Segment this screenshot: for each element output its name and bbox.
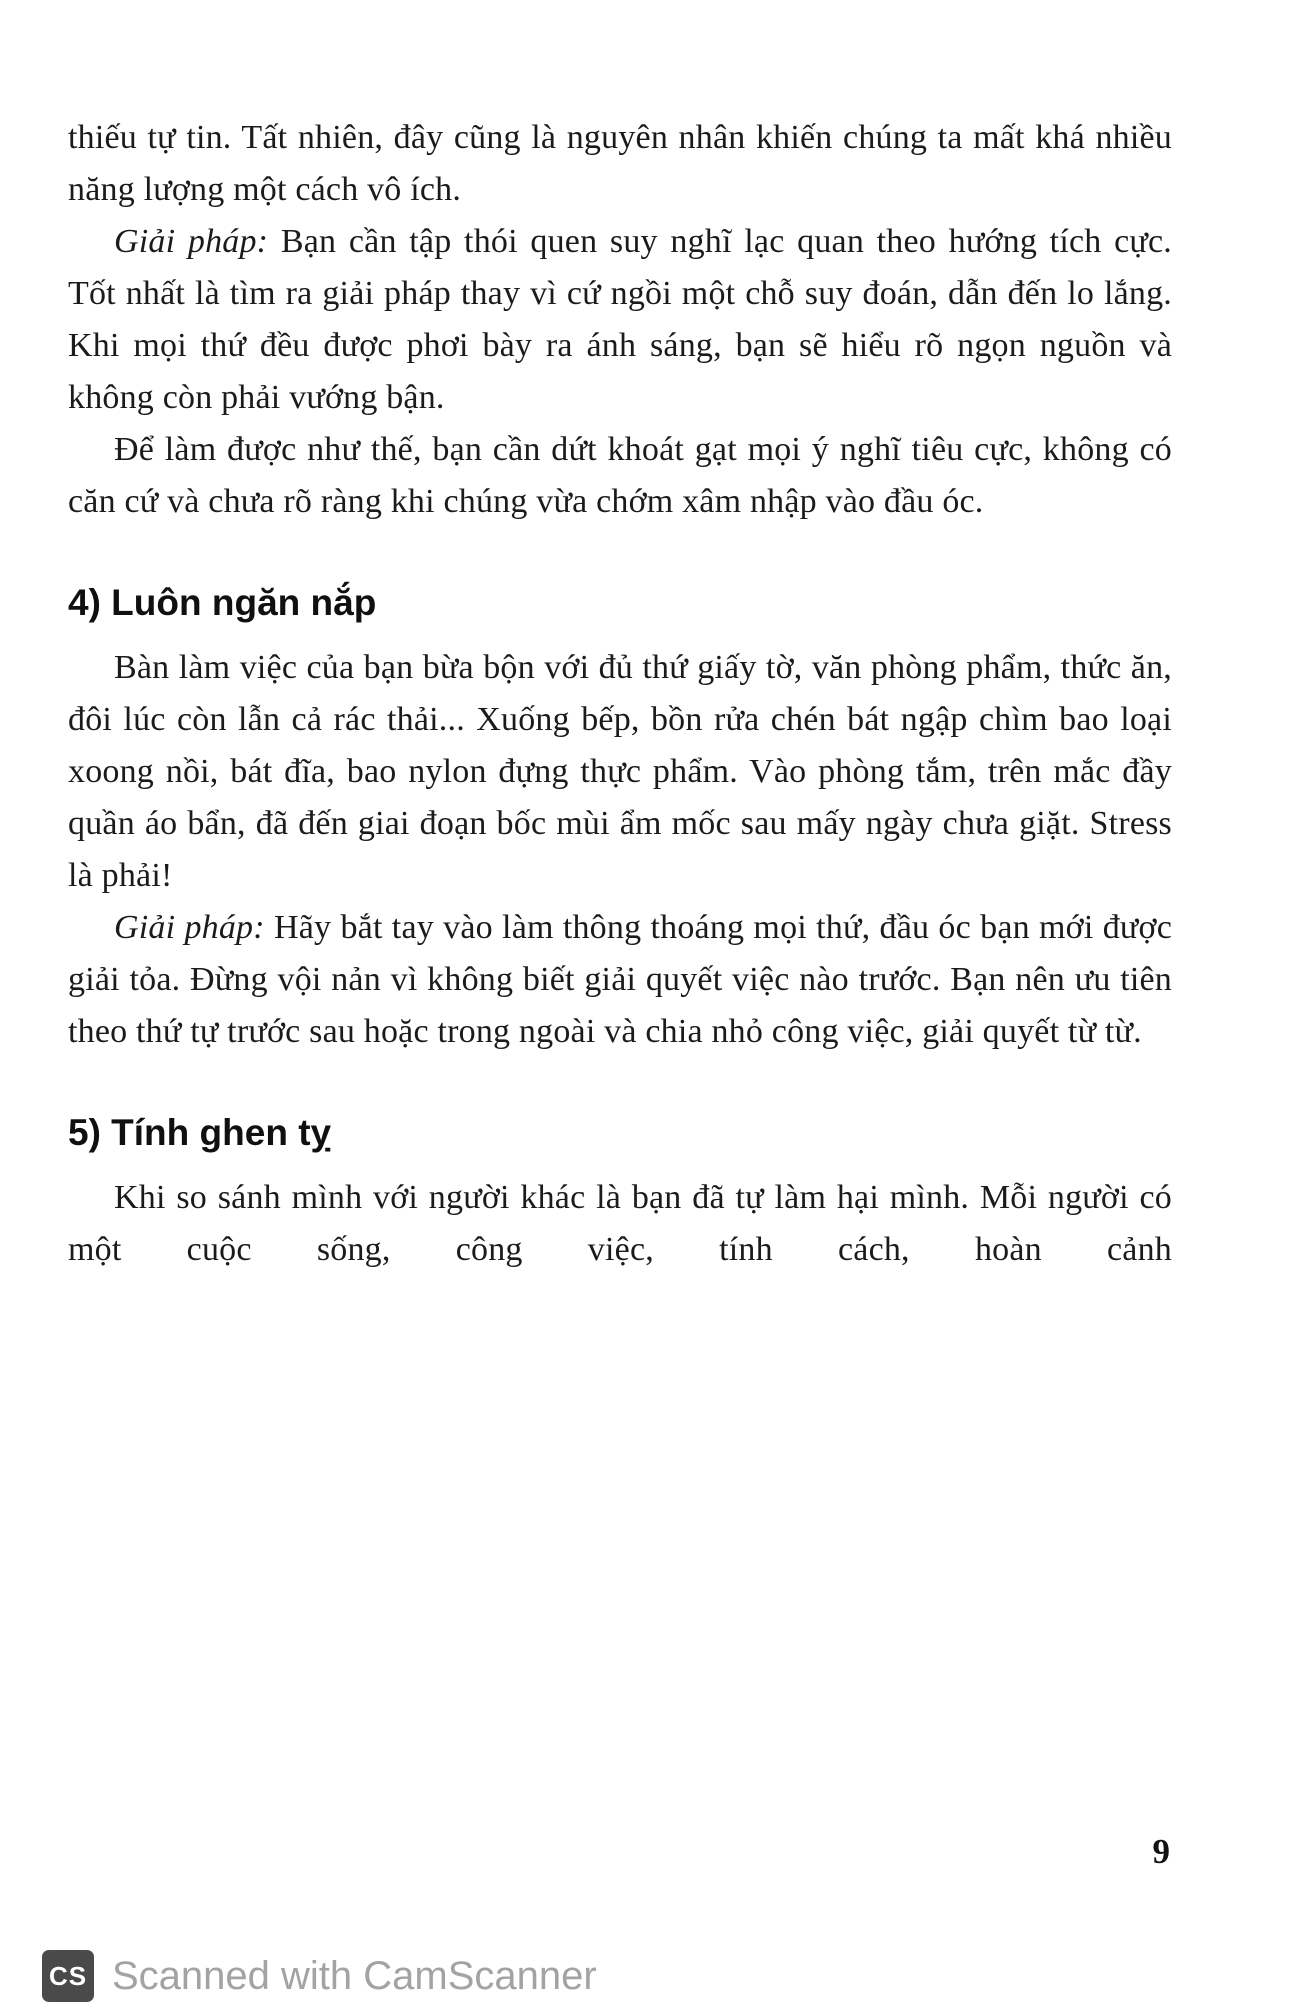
paragraph: Bàn làm việc của bạn bừa bộn với đủ thứ giấy tờ, văn phòng phẩm, thức ăn, đôi lúc còn lẫn cả rác thải... Xuống bếp, bồn rửa chén bát ngập chìm bao loại xoong nồi, bát đĩa, bao nylon đựng thực phẩm. Vào phòng tắm, trên mắc đầy quần áo bẩn, đã đến giai đoạn bốc mùi ẩm mốc sau mấy ngày chưa giặt. Stress là phải!	[68, 649, 1172, 894]
camscanner-label: Scanned with CamScanner	[112, 1953, 597, 1998]
paragraph-solution-1	[68, 216, 1172, 424]
paragraph-text: Hãy bắt tay vào làm thông thoáng mọi thứ, đầu óc bạn mới được giải tỏa. Đừng vội nản vì không biết giải quyết việc nào trước. Bạn nên ưu tiên theo thứ tự trước sau hoặc trong ngoài và chia nhỏ công việc, giải quyết từ từ.	[68, 909, 1172, 1050]
paragraph-text: Bạn cần tập thói quen suy nghĩ lạc quan theo hướng tích cực. Tốt nhất là tìm ra giải pháp thay vì cứ ngồi một chỗ suy đoán, dẫn đến lo lắng. Khi mọi thứ đều được phơi bày ra ánh sáng, bạn sẽ hiểu rõ ngọn nguồn và không còn phải vướng bận.	[68, 223, 1173, 416]
solution-label: Giải pháp:	[114, 223, 269, 260]
scanned-page-text	[68, 112, 1172, 1276]
page-number: 9	[1152, 1832, 1170, 1871]
paragraph: Để làm được như thế, bạn cần dứt khoát gạt mọi ý nghĩ tiêu cực, không có căn cứ và chưa rõ ràng khi chúng vừa chớm xâm nhập vào đầu óc.	[68, 431, 1172, 520]
camscanner-footer	[42, 1950, 597, 2002]
solution-label: Giải pháp:	[114, 909, 265, 946]
section-heading-4: 4) Luôn ngăn nắp	[68, 582, 377, 623]
section-heading-5: 5) Tính ghen tỵ	[68, 1112, 332, 1153]
camscanner-logo-icon: CS	[42, 1950, 94, 2002]
paragraph: Khi so sánh mình với người khác là bạn đã tự làm hại mình. Mỗi người có một cuộc sống, công việc, tính cách, hoàn cảnh	[68, 1179, 1172, 1268]
paragraph-continuation: thiếu tự tin. Tất nhiên, đây cũng là nguyên nhân khiến chúng ta mất khá nhiều năng lượng một cách vô ích.	[68, 119, 1172, 208]
paragraph-solution-2	[68, 902, 1172, 1058]
